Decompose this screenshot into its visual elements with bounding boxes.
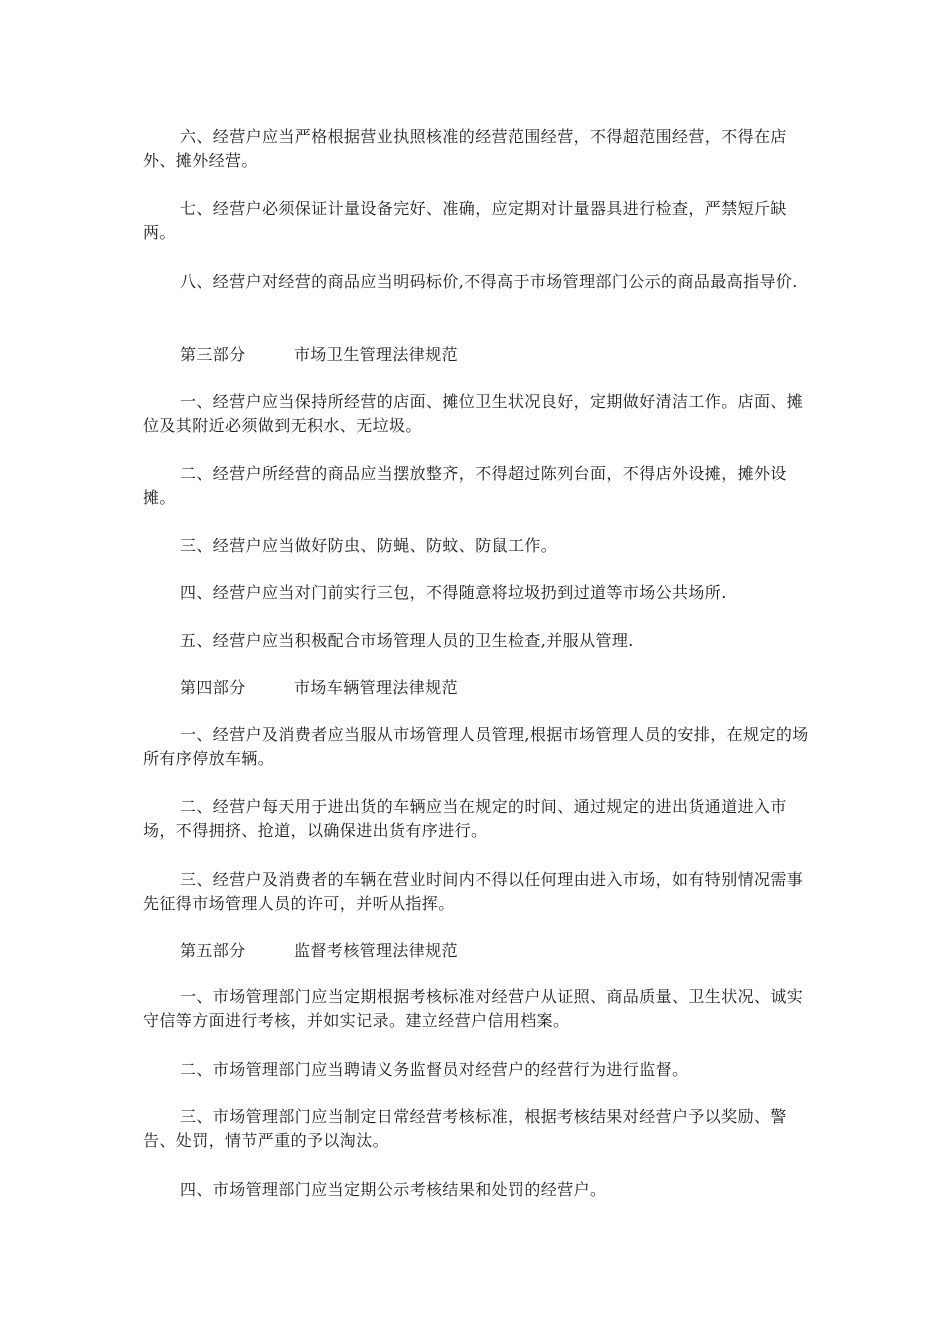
section-heading-part-4 xyxy=(180,676,458,700)
section-number: 第五部分 xyxy=(180,941,246,960)
paragraph-hygiene-3: 三、经营户应当做好防虫、防蝇、防蚊、防鼠工作。 xyxy=(180,536,558,555)
section-title: 市场卫生管理法律规范 xyxy=(294,345,459,364)
paragraph-item-6: 六、经营户应当严格根据营业执照核准的经营范围经营，不得超范围经营，不得在店外、摊外经营。 xyxy=(143,127,787,170)
section-number: 第三部分 xyxy=(180,345,246,364)
section-title: 监督考核管理法律规范 xyxy=(294,941,459,960)
paragraph-hygiene-2: 二、经营户所经营的商品应当摆放整齐，不得超过陈列台面，不得店外设摊，摊外设摊。 xyxy=(143,464,787,507)
section-number: 第四部分 xyxy=(180,678,246,697)
section-title: 市场车辆管理法律规范 xyxy=(294,678,459,697)
section-heading-part-3 xyxy=(180,343,458,367)
paragraph-vehicle-3: 三、经营户及消费者的车辆在营业时间内不得以任何理由进入市场，如有特别情况需事先征得市场管理人员的许可，并听从指挥。 xyxy=(143,870,804,913)
paragraph-hygiene-1: 一、经营户应当保持所经营的店面、摊位卫生状况良好，定期做好清洁工作。店面、摊位及其附近必须做到无积水、无垃圾。 xyxy=(143,392,804,435)
paragraph-supervision-2: 二、市场管理部门应当聘请义务监督员对经营户的经营行为进行监督。 xyxy=(180,1060,689,1079)
section-heading-part-5 xyxy=(180,939,458,963)
paragraph-supervision-3: 三、市场管理部门应当制定日常经营考核标准，根据考核结果对经营户予以奖励、警告、处罚，情节严重的予以淘汰。 xyxy=(143,1107,787,1150)
paragraph-hygiene-4: 四、经营户应当对门前实行三包，不得随意将垃圾扔到过道等市场公共场所. xyxy=(180,583,727,602)
paragraph-item-8: 八、经营户对经营的商品应当明码标价,不得高于市场管理部门公示的商品最高指导价. xyxy=(180,272,798,291)
paragraph-supervision-1: 一、市场管理部门应当定期根据考核标准对经营户从证照、商品质量、卫生状况、诚实守信等方面进行考核，并如实记录。建立经营户信用档案。 xyxy=(143,987,804,1030)
paragraph-vehicle-2: 二、经营户每天用于进出货的车辆应当在规定的时间、通过规定的进出货通道进入市场，不得拥挤、抢道，以确保进出货有序进行。 xyxy=(143,797,787,840)
paragraph-hygiene-5: 五、经营户应当积极配合市场管理人员的卫生检查,并服从管理. xyxy=(180,631,634,650)
paragraph-item-7: 七、经营户必须保证计量设备完好、准确，应定期对计量器具进行检查，严禁短斤缺两。 xyxy=(143,199,787,242)
paragraph-supervision-4: 四、市场管理部门应当定期公示考核结果和处罚的经营户。 xyxy=(180,1180,607,1199)
paragraph-vehicle-1: 一、经营户及消费者应当服从市场管理人员管理,根据市场管理人员的安排，在规定的场所有序停放车辆。 xyxy=(143,725,809,768)
